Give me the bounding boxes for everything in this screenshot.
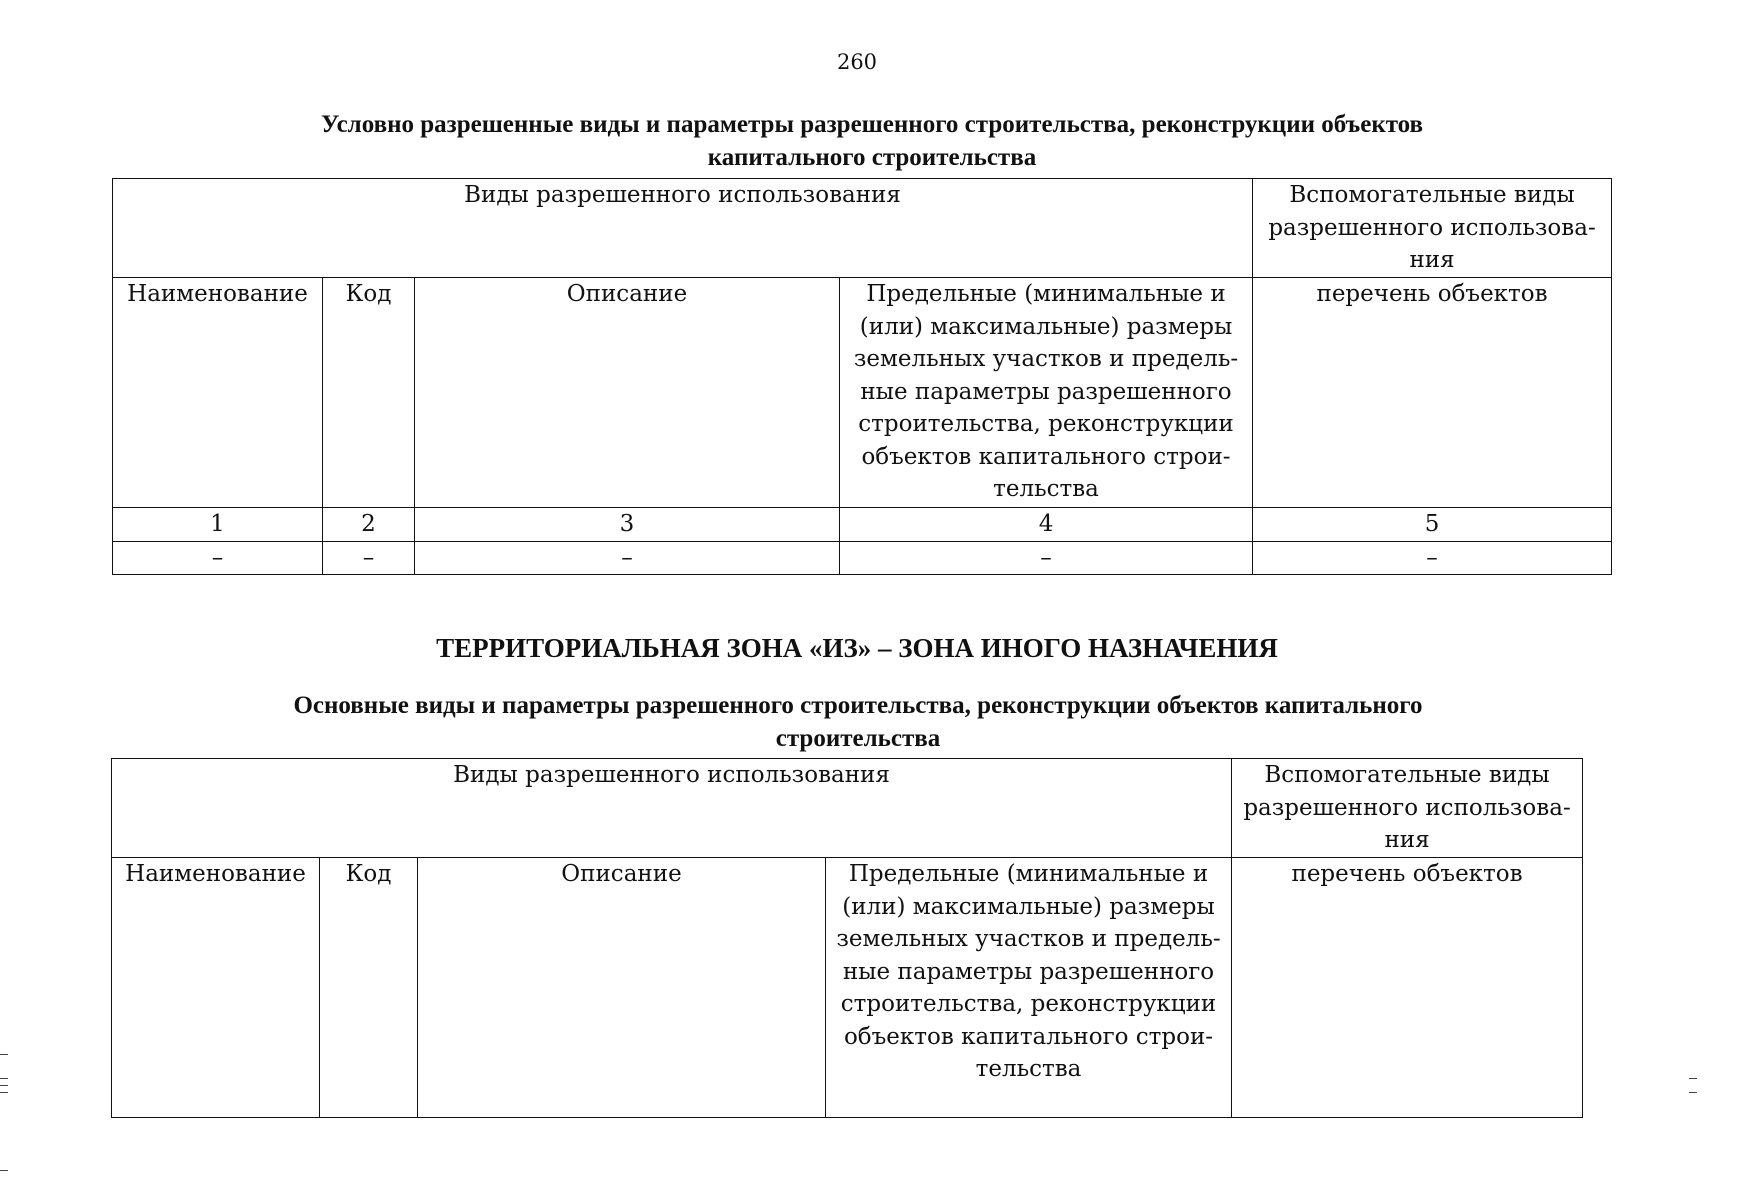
scan-edge-mark	[0, 1085, 8, 1086]
col-number: 5	[1253, 508, 1612, 542]
col-header-code: Код	[320, 858, 418, 1118]
page-number: 260	[836, 50, 878, 74]
col-number: 2	[323, 508, 415, 542]
group-header: Виды разрешенного использования	[112, 759, 1232, 858]
scan-edge-mark	[1689, 1092, 1697, 1093]
group-header: Виды разрешенного использования	[113, 179, 1253, 278]
scan-edge-mark	[0, 1170, 8, 1171]
table-cell: –	[323, 541, 415, 575]
section1-table	[112, 178, 1611, 575]
scan-edge-mark	[0, 1078, 8, 1079]
scan-edge-mark	[0, 1092, 8, 1093]
scan-edge-mark	[1689, 1078, 1697, 1079]
section1-heading	[0, 108, 1744, 174]
col-number: 1	[113, 508, 323, 542]
col-header-description: Описание	[418, 858, 826, 1118]
section2-heading-line2: строительства	[775, 725, 941, 752]
section2-table	[111, 758, 1582, 1082]
table-cell: –	[1253, 541, 1612, 575]
col-header-description: Описание	[415, 278, 840, 508]
section2-heading	[0, 689, 1716, 755]
aux-header: Вспомогательные виды разрешенного использования	[1232, 759, 1583, 858]
col-number: 3	[415, 508, 840, 542]
section1-heading-line1: Условно разрешенные виды и параметры разрешенного строительства, реконструкции объектов	[320, 111, 1424, 138]
scan-edge-mark	[0, 1054, 8, 1055]
zone-title: ТЕРРИТОРИАЛЬНАЯ ЗОНА «ИЗ» – ЗОНА ИНОГО НАЗНАЧЕНИЯ	[436, 633, 1278, 663]
col-number: 4	[840, 508, 1253, 542]
col-header-objects: перечень объектов	[1253, 278, 1612, 508]
col-header-parameters: Предельные (минимальные и (или) максимальные) размеры земельных участков и предельные параметры разрешенного строительства, реконструкции объектов капитального строительства	[840, 278, 1253, 508]
col-header-name: Наименование	[113, 278, 323, 508]
section1-heading-line2: капитального строительства	[707, 144, 1037, 171]
aux-header: Вспомогательные виды разрешенного использования	[1253, 179, 1612, 278]
col-header-code: Код	[323, 278, 415, 508]
table-cell: –	[113, 541, 323, 575]
col-header-objects: перечень объектов	[1232, 858, 1583, 1118]
table-cell: –	[415, 541, 840, 575]
col-header-parameters: Предельные (минимальные и (или) максимальные) размеры земельных участков и предельные параметры разрешенного строительства, реконструкции объектов капитального строительства	[826, 858, 1232, 1118]
table-cell: –	[840, 541, 1253, 575]
col-header-name: Наименование	[112, 858, 320, 1118]
section2-heading-line1: Основные виды и параметры разрешенного строительства, реконструкции объектов капитального	[293, 692, 1423, 719]
